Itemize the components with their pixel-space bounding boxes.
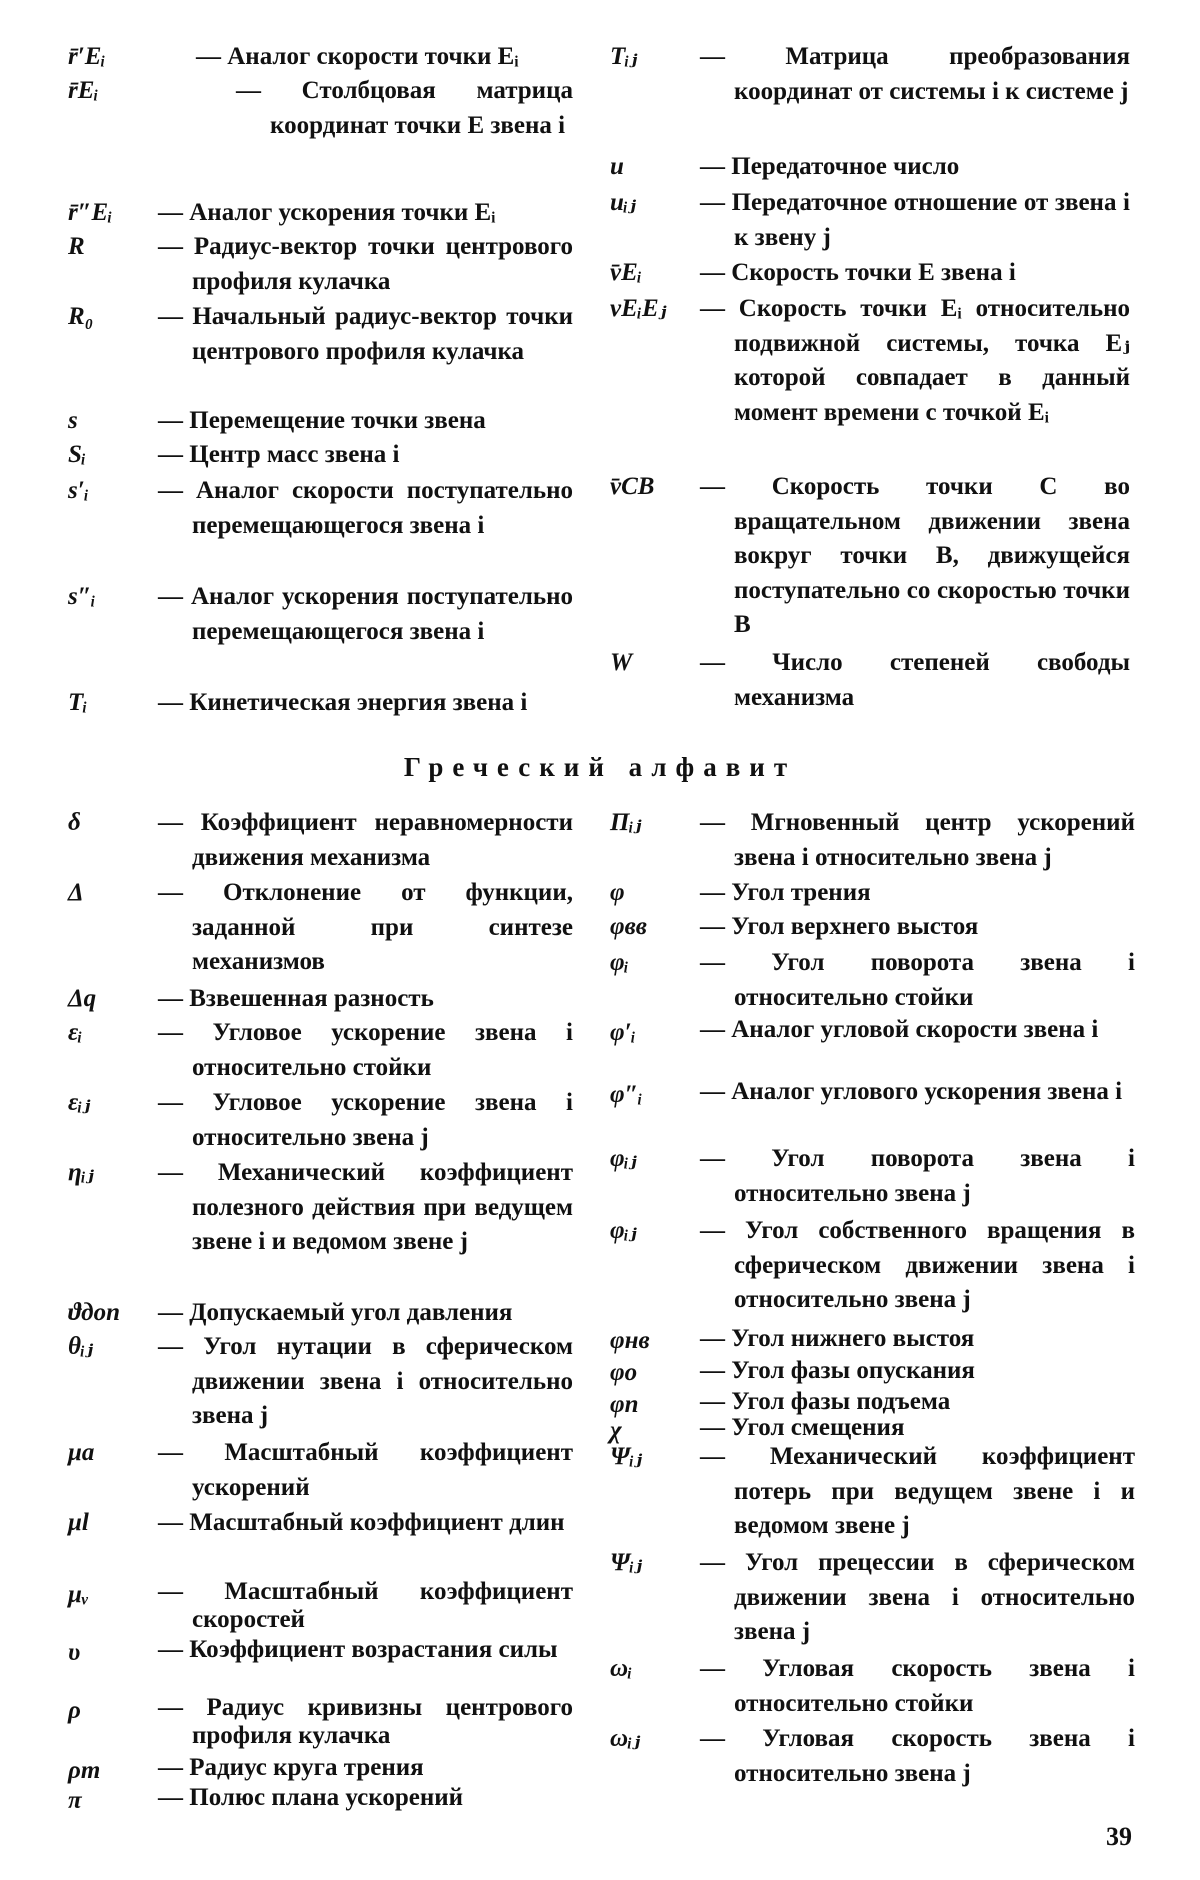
glossary-entry <box>610 806 1135 875</box>
entry-definition: — Угол поворота звена i относительно звена j <box>700 1145 1135 1207</box>
entry-definition: — Передаточное число <box>700 153 960 180</box>
glossary-entry <box>610 910 1135 945</box>
glossary-entry <box>68 580 573 649</box>
entry-definition: — Отклонение от функции, заданной при синтезе механизмов <box>158 879 573 975</box>
entry-symbol: v̄Eᵢ <box>610 259 643 286</box>
entry-definition: — Взвешенная разность <box>158 985 434 1012</box>
entry-definition: — Аналог скорости поступательно перемещающегося звена i <box>158 477 573 539</box>
glossary-entry <box>610 292 1130 430</box>
entry-definition: — Угловая скорость звена i относительно звена j <box>700 1725 1135 1787</box>
glossary-entry <box>68 1330 573 1434</box>
glossary-entry <box>610 1356 1135 1390</box>
entry-symbol: π <box>68 1787 82 1814</box>
entry-symbol: Tᵢⱼ <box>610 43 638 70</box>
glossary-entry <box>68 1636 573 1670</box>
glossary-entry <box>68 876 573 980</box>
entry-definition: — Перемещение точки звена <box>158 407 486 434</box>
entry-symbol: uᵢⱼ <box>610 189 636 216</box>
glossary-entry <box>610 256 1130 291</box>
entry-symbol: μl <box>68 1509 89 1536</box>
glossary-entry <box>68 1784 573 1818</box>
entry-symbol: u <box>610 153 624 180</box>
entry-symbol: Πᵢⱼ <box>610 809 642 836</box>
entry-symbol: φᵢ <box>610 949 629 976</box>
entry-definition: — Угловое ускорение звена i относительно звена j <box>158 1089 573 1151</box>
glossary-entry <box>610 876 1135 911</box>
entry-definition: — Угловое ускорение звена i относительно стойки <box>158 1019 573 1081</box>
entry-symbol: φп <box>610 1391 639 1418</box>
entry-definition: — Столбцовая матрица координат точки E звена i <box>236 77 573 139</box>
entry-definition: — Кинетическая энергия звена i <box>158 689 528 716</box>
entry-symbol: Ψᵢⱼ <box>610 1549 643 1576</box>
entry-symbol: R₀ <box>68 303 94 330</box>
entry-definition: — Аналог скорости точки Eᵢ <box>196 43 519 70</box>
entry-symbol: W <box>610 649 633 676</box>
page-number: 39 <box>1106 1822 1132 1851</box>
glossary-entry <box>68 1086 573 1155</box>
entry-symbol: φвв <box>610 913 647 940</box>
entry-definition: — Полюс плана ускорений <box>158 1784 464 1811</box>
entry-symbol: φ″ᵢ <box>610 1081 643 1108</box>
entry-symbol: ϑдоп <box>68 1299 120 1326</box>
entry-symbol: θᵢⱼ <box>68 1333 94 1360</box>
entry-definition: — Угловая скорость звена i относительно стойки <box>700 1655 1135 1717</box>
entry-definition: — Механический коэффициент полезного действия при ведущем звене i и ведомом звене j <box>158 1159 573 1255</box>
entry-symbol: μᵥ <box>68 1581 89 1608</box>
glossary-entry <box>68 1156 573 1260</box>
glossary-entry <box>68 982 573 1017</box>
entry-symbol: εᵢⱼ <box>68 1089 91 1116</box>
glossary-entry <box>68 300 573 369</box>
entry-symbol: δ <box>68 809 81 836</box>
glossary-entry <box>68 1506 573 1541</box>
glossary-entry <box>610 946 1135 1015</box>
entry-symbol: Tᵢ <box>68 689 88 716</box>
glossary-entry <box>68 474 573 543</box>
entry-symbol: χ <box>610 1417 622 1444</box>
entry-definition: — Угол смещения <box>700 1414 905 1441</box>
entry-definition: — Угол фазы опускания <box>700 1357 975 1384</box>
entry-definition: — Допускаемый угол давления <box>158 1299 513 1326</box>
entry-definition: — Аналог ускорения точки Eᵢ <box>158 199 496 226</box>
entry-definition: — Начальный радиус-вектор точки центрового профиля кулачка <box>158 303 573 365</box>
entry-symbol: v̄CB <box>610 473 655 500</box>
glossary-entry <box>610 1078 1135 1112</box>
entry-definition: — Скорость точки C во вращательном движении звена вокруг точки B, движущейся поступательно со скоростью точки B <box>700 473 1130 638</box>
entry-definition: — Угол нижнего выстоя <box>700 1325 975 1352</box>
glossary-entry <box>610 646 1130 715</box>
glossary-entry <box>610 1722 1135 1791</box>
entry-symbol: φнв <box>610 1327 650 1354</box>
entry-symbol: vEᵢEⱼ <box>610 295 667 322</box>
entry-symbol: φᵢⱼ <box>610 1145 637 1172</box>
entry-symbol: ωᵢⱼ <box>610 1725 641 1752</box>
entry-definition: — Коэффициент неравномерности движения механизма <box>158 809 573 871</box>
glossary-entry <box>68 404 573 439</box>
glossary-entry <box>68 686 573 721</box>
glossary-entry <box>610 1214 1135 1318</box>
glossary-entry <box>610 40 1130 109</box>
entry-definition: — Число степеней свободы механизма <box>700 649 1130 711</box>
glossary-entry <box>68 230 573 299</box>
entry-definition: — Аналог углового ускорения звена i <box>700 1078 1123 1105</box>
entry-definition: — Угол фазы подъема <box>700 1388 951 1415</box>
entry-symbol: φᵢⱼ <box>610 1217 637 1244</box>
entry-symbol: φо <box>610 1359 638 1386</box>
glossary-entry <box>68 1016 573 1085</box>
entry-definition: — Радиус круга трения <box>158 1754 424 1781</box>
entry-symbol: s <box>68 407 78 434</box>
entry-symbol: Δq <box>68 985 97 1012</box>
entry-symbol: ρ <box>68 1697 81 1724</box>
entry-definition: — Радиус-вектор точки центрового профиля кулачка <box>158 233 573 295</box>
glossary-entry <box>68 438 573 473</box>
glossary-entry <box>68 1296 573 1331</box>
entry-symbol: φ′ᵢ <box>610 1019 636 1046</box>
entry-symbol: υ <box>68 1639 81 1666</box>
glossary-entry <box>610 1440 1135 1544</box>
entry-definition: — Масштабный коэффициент длин <box>158 1509 565 1536</box>
glossary-entry <box>68 40 573 75</box>
entry-definition: — Угол собственного вращения в сферическом движении звена i относительно звена j <box>700 1217 1135 1313</box>
entry-definition: — Угол прецессии в сферическом движении звена i относительно звена j <box>700 1549 1135 1645</box>
entry-definition: — Угол нутации в сферическом движении звена i относительно звена j <box>158 1333 573 1429</box>
glossary-entry <box>610 1324 1135 1358</box>
entry-definition: — Угол поворота звена i относительно стойки <box>700 949 1135 1011</box>
entry-definition: — Угол трения <box>700 879 871 906</box>
entry-symbol: R <box>68 233 85 260</box>
glossary-entry <box>68 1694 573 1750</box>
entry-symbol: εᵢ <box>68 1019 83 1046</box>
entry-symbol: Sᵢ <box>68 441 87 468</box>
entry-symbol: r̄Eᵢ <box>68 77 99 104</box>
entry-definition: — Масштабный коэффициент ускорений <box>158 1439 573 1501</box>
entry-definition: — Скорость точки Eᵢ относительно подвижной системы, точка Eⱼ которой совпадает в данный момент времени с точкой Eᵢ <box>700 295 1130 426</box>
glossary-entry <box>610 1652 1135 1721</box>
glossary-entry <box>68 1578 573 1634</box>
entry-definition: — Матрица преобразования координат от системы i к системе j <box>700 43 1130 105</box>
entry-symbol: Δ <box>68 879 84 906</box>
entry-symbol: s″ᵢ <box>68 583 96 610</box>
entry-symbol: ρт <box>68 1757 101 1784</box>
entry-definition: — Аналог угловой скорости звена i <box>700 1016 1099 1043</box>
glossary-entry <box>610 1142 1135 1211</box>
glossary-entry <box>68 196 573 231</box>
section-title: Греческий алфавит <box>403 752 797 782</box>
entry-definition: — Масштабный коэффициент скоростей <box>158 1578 573 1633</box>
entry-symbol: φ <box>610 879 625 906</box>
entry-definition: — Скорость точки E звена i <box>700 259 1016 286</box>
glossary-entry <box>610 470 1130 643</box>
entry-definition: — Мгновенный центр ускорений звена i относительно звена j <box>700 809 1135 871</box>
glossary-entry <box>68 74 573 143</box>
entry-symbol: Ψᵢⱼ <box>610 1443 643 1470</box>
entry-definition: — Угол верхнего выстоя <box>700 913 979 940</box>
entry-definition: — Механический коэффициент потерь при ведущем звене i и ведомом звене j <box>700 1443 1135 1539</box>
entry-definition: — Аналог ускорения поступательно перемещающегося звена i <box>158 583 573 645</box>
glossary-entry <box>68 1436 573 1505</box>
glossary-entry <box>610 1016 1135 1050</box>
glossary-entry <box>68 806 573 875</box>
entry-definition: — Радиус кривизны центрового профиля кулачка <box>158 1694 573 1749</box>
entry-symbol: ηᵢⱼ <box>68 1159 94 1186</box>
entry-definition: — Центр масс звена i <box>158 441 400 468</box>
entry-symbol: r̄′Eᵢ <box>68 43 106 70</box>
glossary-entry <box>610 1546 1135 1650</box>
glossary-entry <box>610 186 1130 255</box>
entry-symbol: r̄″Eᵢ <box>68 199 113 226</box>
glossary-entry <box>68 1754 573 1788</box>
entry-symbol: ωᵢ <box>610 1655 633 1682</box>
glossary-entry <box>610 150 1130 185</box>
entry-symbol: s′ᵢ <box>68 477 89 504</box>
entry-symbol: μa <box>68 1439 95 1466</box>
entry-definition: — Передаточное отношение от звена i к звену j <box>700 189 1130 251</box>
entry-definition: — Коэффициент возрастания силы <box>158 1636 558 1663</box>
